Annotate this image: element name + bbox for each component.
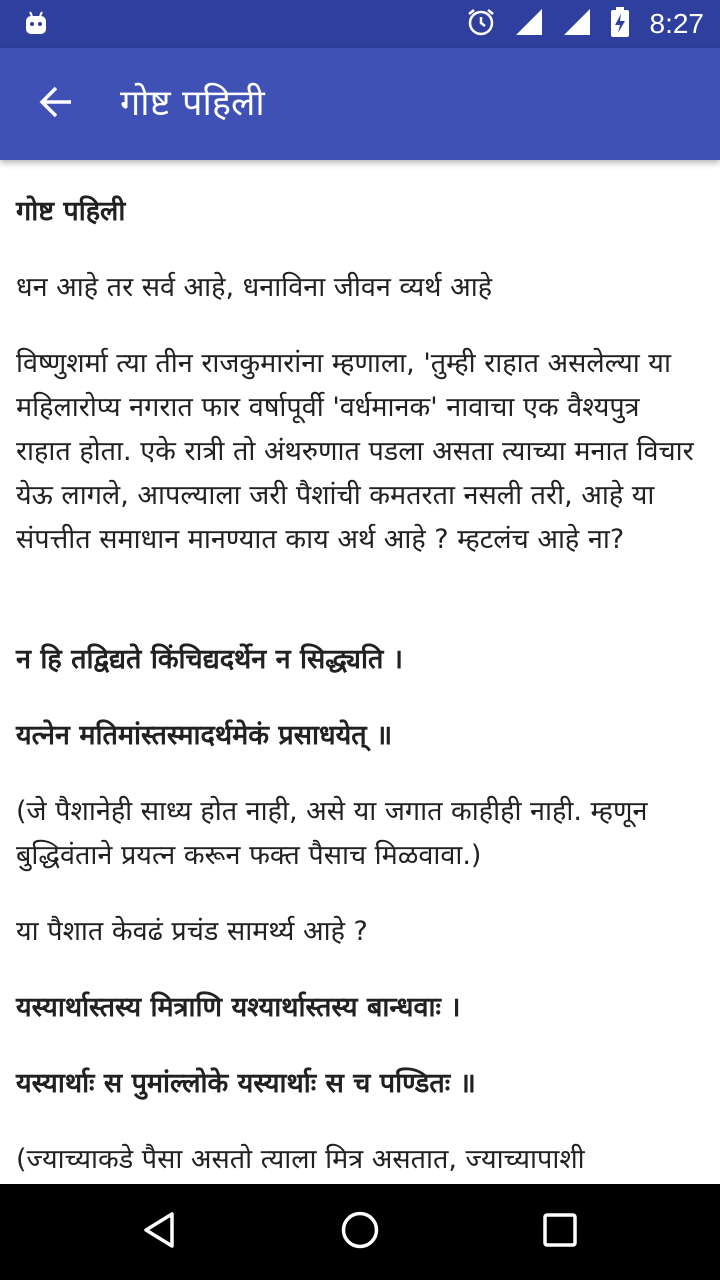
story-subtitle: धन आहे तर सर्व आहे, धनाविना जीवन व्यर्थ आहे — [16, 272, 493, 303]
back-triangle-icon — [140, 1210, 180, 1254]
verse-line: यत्नेन मतिमांस्तस्मादर्थमेकं प्रसाधयेत् ॥ — [16, 720, 393, 751]
page-title: गोष्ट पहिली — [120, 83, 265, 124]
story-paragraph: विष्णुशर्मा त्या तीन राजकुमारांना म्हणाला, 'तुम्ही राहात असलेल्या या महिलारोप्य नगरात फार वर्षापूर्वी 'वर्धमानक' नावाचा एक वैश्यपुत्र राहात होता. एके रात्री तो अंथरुणात पडला असता त्याच्या मनात विचार येऊ लागले, आपल्याला जरी पैशांची कमतरता नसली तरी, आहे या संपत्तीत समाधान मानण्यात काय अर्थ आहे ? म्हटलंच आहे ना? — [16, 348, 694, 555]
back-button[interactable] — [28, 76, 84, 132]
story-paragraph: या पैशात केवढं प्रचंड सामर्थ्य आहे ? — [16, 916, 368, 947]
status-icons — [466, 0, 705, 48]
verse-line: न हि तद्विद्यते किंचिद्यदर्थेन न सिद्ध्यति । — [16, 644, 404, 675]
verse-line: यस्यार्थाः स पुमांल्लोके यस्यार्थाः स च पण्डितः ॥ — [16, 1068, 476, 1099]
nav-recents-button[interactable] — [536, 1208, 584, 1256]
nav-back-button[interactable] — [136, 1208, 184, 1256]
story-heading: गोष्ट पहिली — [16, 196, 126, 227]
home-circle-icon — [340, 1210, 380, 1254]
alarm-icon — [466, 7, 496, 41]
android-icon — [24, 10, 48, 36]
wifi-icon — [562, 7, 592, 41]
arrow-left-icon — [38, 84, 74, 124]
status-time: 8:27 — [649, 8, 704, 39]
verse-translation: (जे पैशानेही साध्य होत नाही, असे या जगात काहीही नाही. म्हणून बुद्धिवंताने प्रयत्न करून फक्त पैसाच मिळवावा.) — [16, 796, 648, 871]
battery-charging-icon — [610, 7, 630, 41]
navigation-bar — [0, 1184, 720, 1280]
signal-icon — [514, 7, 544, 41]
status-bar — [0, 0, 720, 48]
recents-square-icon — [540, 1210, 580, 1254]
app-bar — [0, 48, 720, 160]
story-content[interactable] — [0, 160, 720, 1184]
nav-home-button[interactable] — [336, 1208, 384, 1256]
verse-line: यस्यार्थास्तस्य मित्राणि यश्यार्थास्तस्य बान्धवाः । — [16, 992, 461, 1023]
verse-translation: (ज्याच्याकडे पैसा असतो त्याला मित्र असतात, ज्याच्यापाशी — [16, 1144, 585, 1175]
